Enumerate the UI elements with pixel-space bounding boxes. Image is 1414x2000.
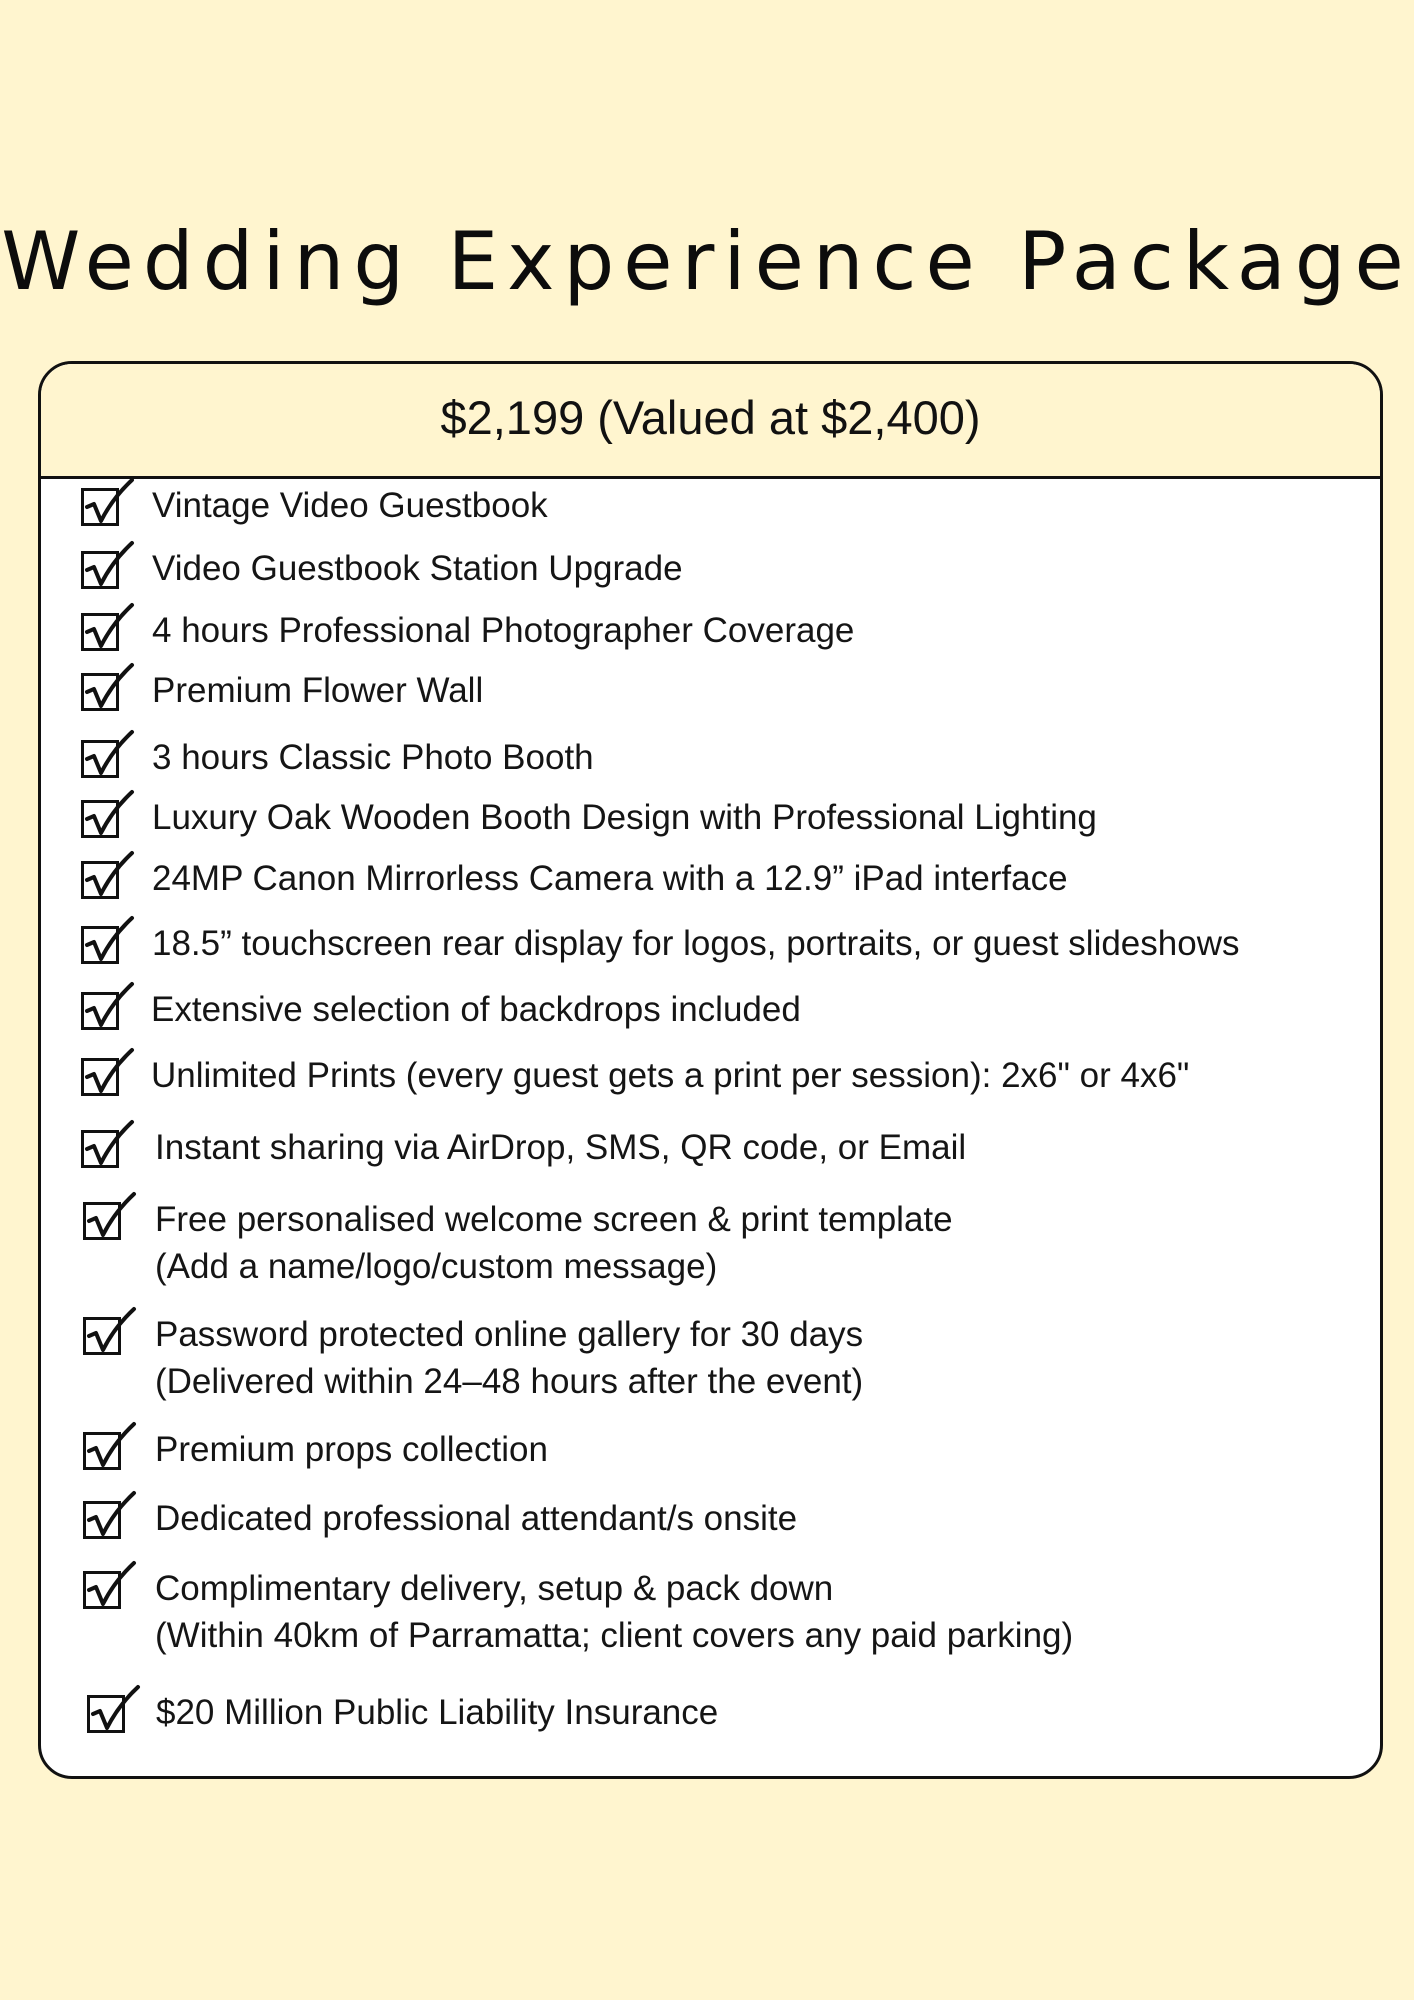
- checkmark-icon: [83, 1202, 121, 1240]
- checkmark-icon: [83, 1317, 121, 1355]
- checkmark-icon: [83, 1432, 121, 1470]
- feature-text: [155, 1124, 966, 1171]
- feature-text: [155, 1426, 548, 1473]
- feature-text: [151, 986, 801, 1033]
- checkmark-icon: [81, 992, 119, 1030]
- feature-label: Dedicated professional attendant/s onsite: [155, 1499, 798, 1538]
- checkmark-icon: [83, 1571, 121, 1609]
- feature-text: [151, 1052, 1189, 1099]
- checkmark-icon: [87, 1695, 125, 1733]
- feature-text: [155, 1311, 863, 1405]
- feature-note: (Delivered within 24–48 hours after the event): [155, 1362, 864, 1401]
- feature-label: 18.5” touchscreen rear display for logos, portraits, or guest slideshows: [152, 924, 1240, 963]
- checkmark-icon: [81, 1130, 119, 1168]
- checkmark-icon: [81, 926, 119, 964]
- feature-label: Unlimited Prints (every guest gets a print per session): 2x6" or 4x6": [151, 1056, 1190, 1095]
- checkmark-icon: [81, 613, 119, 651]
- feature-label: 24MP Canon Mirrorless Camera with a 12.9” iPad interface: [152, 859, 1068, 898]
- feature-note: (Add a name/logo/custom message): [155, 1247, 718, 1286]
- feature-label: Vintage Video Guestbook: [152, 486, 548, 525]
- feature-note: (Within 40km of Parramatta; client covers any paid parking): [155, 1616, 1074, 1655]
- checkmark-icon: [81, 488, 119, 526]
- feature-label: Password protected online gallery for 30 days: [155, 1315, 864, 1354]
- checkmark-icon: [81, 673, 119, 711]
- feature-text: [155, 1495, 797, 1542]
- package-card: [38, 361, 1383, 1779]
- checkmark-icon: [81, 740, 119, 778]
- package-price: $2,199 (Valued at $2,400): [440, 391, 981, 444]
- feature-label: Video Guestbook Station Upgrade: [152, 549, 683, 588]
- feature-text: [156, 1689, 718, 1736]
- feature-text: [152, 545, 683, 592]
- checkmark-icon: [83, 1501, 121, 1539]
- feature-label: 3 hours Classic Photo Booth: [152, 738, 594, 777]
- feature-text: [152, 667, 483, 714]
- price-header: [41, 364, 1380, 479]
- feature-label: Premium props collection: [155, 1430, 548, 1469]
- feature-text: [155, 1196, 953, 1290]
- feature-text: [152, 734, 594, 781]
- feature-label: Luxury Oak Wooden Booth Design with Professional Lighting: [152, 798, 1097, 837]
- checkmark-icon: [81, 1058, 119, 1096]
- page-title: Wedding Experience Package: [1, 215, 1413, 308]
- feature-label: Complimentary delivery, setup & pack down: [155, 1569, 834, 1608]
- checkmark-icon: [81, 551, 119, 589]
- feature-text: [155, 1565, 1073, 1659]
- feature-label: $20 Million Public Liability Insurance: [156, 1693, 719, 1732]
- checkmark-icon: [81, 861, 119, 899]
- feature-text: [152, 607, 854, 654]
- feature-label: Extensive selection of backdrops included: [151, 990, 801, 1029]
- feature-label: Premium Flower Wall: [152, 671, 484, 710]
- feature-label: Instant sharing via AirDrop, SMS, QR code, or Email: [155, 1128, 967, 1167]
- feature-text: [152, 794, 1097, 841]
- feature-text: [152, 855, 1068, 902]
- feature-text: [152, 482, 548, 529]
- checkmark-icon: [81, 800, 119, 838]
- feature-text: [152, 920, 1239, 967]
- feature-label: Free personalised welcome screen & print template: [155, 1200, 953, 1239]
- feature-label: 4 hours Professional Photographer Coverage: [152, 611, 855, 650]
